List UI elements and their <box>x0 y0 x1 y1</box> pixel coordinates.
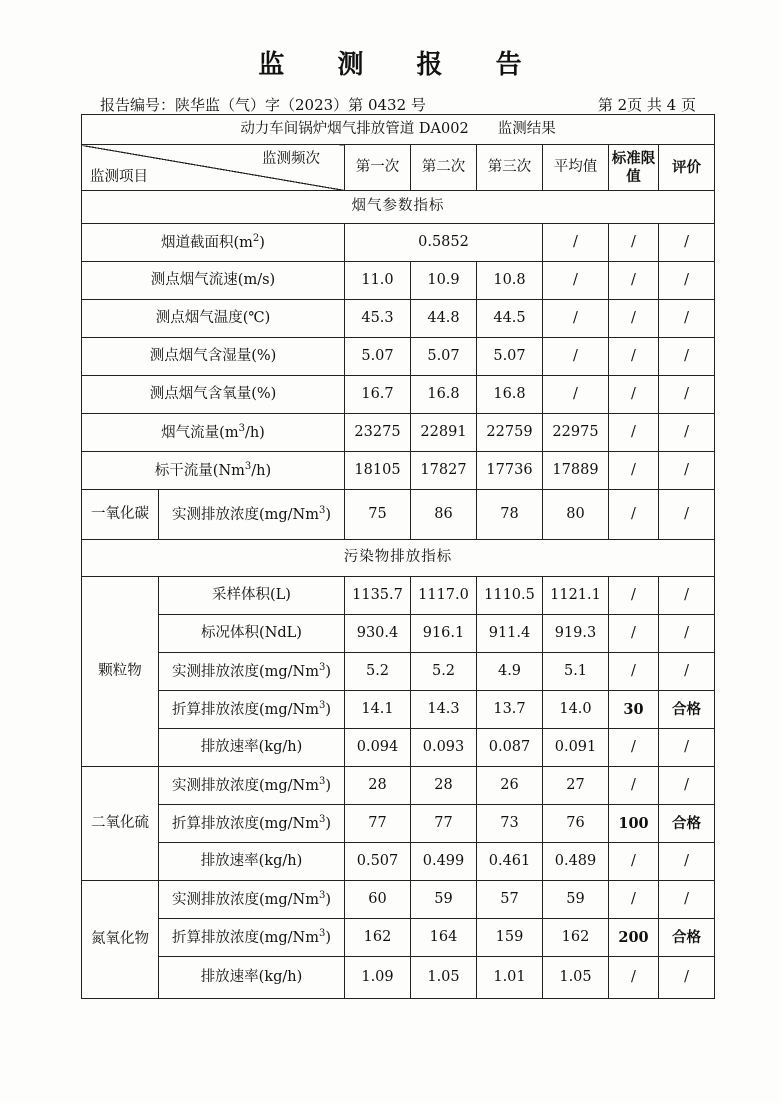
cell-avg: / <box>543 224 609 262</box>
header-item: 监测项目 <box>90 168 148 185</box>
table-row <box>82 414 715 452</box>
cell-v1: 18105 <box>345 452 411 490</box>
cell-std: / <box>609 300 659 338</box>
row-label: 测点烟气温度(℃) <box>82 300 345 338</box>
cell-avg: 22975 <box>543 414 609 452</box>
cell-avg: 76 <box>543 805 609 843</box>
cell-std: / <box>609 376 659 414</box>
table-row <box>82 843 715 881</box>
header-diagonal-cell <box>82 145 345 191</box>
cell-avg: 1.05 <box>543 957 609 999</box>
row-label: 测点烟气含氧量(%) <box>82 376 345 414</box>
cell-v2: 22891 <box>411 414 477 452</box>
cell-v2: 0.499 <box>411 843 477 881</box>
cell-std: / <box>609 577 659 615</box>
row-label: 排放速率(kg/h) <box>159 729 345 767</box>
cell-v3: 10.8 <box>477 262 543 300</box>
table-row <box>82 919 715 957</box>
section-pollutants: 污染物排放指标 <box>82 540 715 577</box>
cell-v1: 14.1 <box>345 691 411 729</box>
report-meta <box>100 94 696 115</box>
cell-v2: 59 <box>411 881 477 919</box>
cell-v3: 16.8 <box>477 376 543 414</box>
cell-std: / <box>609 881 659 919</box>
cell-v2: 10.9 <box>411 262 477 300</box>
cell-v1: 1135.7 <box>345 577 411 615</box>
cell-v2: 16.8 <box>411 376 477 414</box>
table-row <box>82 729 715 767</box>
cell-v1: 16.7 <box>345 376 411 414</box>
cell-v1: 162 <box>345 919 411 957</box>
row-label: 排放速率(kg/h) <box>159 843 345 881</box>
cell-v2: 5.07 <box>411 338 477 376</box>
table-row <box>82 691 715 729</box>
results-table <box>81 114 715 999</box>
cell-std: / <box>609 843 659 881</box>
cell-v1: 0.094 <box>345 729 411 767</box>
cell-v2: 28 <box>411 767 477 805</box>
cell-avg: / <box>543 262 609 300</box>
cell-v1: 5.07 <box>345 338 411 376</box>
cell-v2: 916.1 <box>411 615 477 653</box>
cell-avg: 919.3 <box>543 615 609 653</box>
table-row <box>82 805 715 843</box>
cell-v2: 17827 <box>411 452 477 490</box>
cell-std: / <box>609 224 659 262</box>
cell-v1: 23275 <box>345 414 411 452</box>
table-row <box>82 262 715 300</box>
cell-std: / <box>609 414 659 452</box>
cell-v3: 4.9 <box>477 653 543 691</box>
row-label: 折算排放浓度(mg/Nm$^3$) <box>159 805 345 843</box>
cell-eval: / <box>659 767 715 805</box>
cell-v3: 5.07 <box>477 338 543 376</box>
cell-avg: 59 <box>543 881 609 919</box>
cell-std: 30 <box>609 691 659 729</box>
row-label: 烟道截面积$(m^2)$ <box>82 224 345 262</box>
table-row <box>82 490 715 540</box>
cell-v2: 77 <box>411 805 477 843</box>
cell-eval: / <box>659 843 715 881</box>
cell-avg: 0.091 <box>543 729 609 767</box>
header-first: 第一次 <box>345 145 411 191</box>
cell-std: / <box>609 338 659 376</box>
row-label: 烟气流量$(m^3/h)$ <box>82 414 345 452</box>
cell-value: 0.5852 <box>345 224 543 262</box>
row-label: 测点烟气含湿量(%) <box>82 338 345 376</box>
cell-std: / <box>609 957 659 999</box>
row-label: 实测排放浓度(mg/Nm$^3$) <box>159 881 345 919</box>
cell-avg: / <box>543 300 609 338</box>
table-row <box>82 376 715 414</box>
row-label: 采样体积(L) <box>159 577 345 615</box>
row-label: 实测排放浓度(mg/Nm$^3$) <box>159 653 345 691</box>
header-third: 第三次 <box>477 145 543 191</box>
cell-avg: 80 <box>543 490 609 540</box>
row-label: 排放速率(kg/h) <box>159 957 345 999</box>
cell-avg: 5.1 <box>543 653 609 691</box>
header-standard: 标准限值 <box>609 145 659 191</box>
group-label-so2: 二氧化硫 <box>82 767 159 881</box>
cell-std: / <box>609 729 659 767</box>
cell-std: / <box>609 490 659 540</box>
cell-v2: 14.3 <box>411 691 477 729</box>
cell-v3: 159 <box>477 919 543 957</box>
cell-eval: / <box>659 452 715 490</box>
cell-v1: 0.507 <box>345 843 411 881</box>
cell-avg: 1121.1 <box>543 577 609 615</box>
cell-v3: 73 <box>477 805 543 843</box>
row-label: 实测排放浓度(mg/Nm$^3$) <box>159 767 345 805</box>
cell-avg: / <box>543 376 609 414</box>
cell-eval: 合格 <box>659 919 715 957</box>
cell-v3: 17736 <box>477 452 543 490</box>
cell-eval: / <box>659 300 715 338</box>
table-row <box>82 338 715 376</box>
cell-avg: 27 <box>543 767 609 805</box>
group-label-particulate: 颗粒物 <box>82 577 159 767</box>
cell-eval: 合格 <box>659 691 715 729</box>
cell-eval: 合格 <box>659 805 715 843</box>
table-row <box>82 300 715 338</box>
cell-v3: 13.7 <box>477 691 543 729</box>
cell-eval: / <box>659 224 715 262</box>
cell-v1: 75 <box>345 490 411 540</box>
cell-eval: / <box>659 338 715 376</box>
cell-v2: 86 <box>411 490 477 540</box>
header-frequency: 监测频次 <box>262 151 320 167</box>
cell-v1: 5.2 <box>345 653 411 691</box>
cell-v2: 164 <box>411 919 477 957</box>
cell-std: / <box>609 262 659 300</box>
cell-std: / <box>609 767 659 805</box>
table-row <box>82 957 715 999</box>
cell-v3: 1.01 <box>477 957 543 999</box>
cell-eval: / <box>659 729 715 767</box>
cell-v2: 5.2 <box>411 653 477 691</box>
row-label: 标况体积(NdL) <box>159 615 345 653</box>
cell-std: 200 <box>609 919 659 957</box>
table-row <box>82 653 715 691</box>
table-row <box>82 577 715 615</box>
row-label: 折算排放浓度(mg/Nm$^3$) <box>159 919 345 957</box>
cell-std: / <box>609 452 659 490</box>
table-row <box>82 767 715 805</box>
cell-avg: 17889 <box>543 452 609 490</box>
cell-avg: 162 <box>543 919 609 957</box>
report-title: 监 测 报 告 <box>258 50 544 80</box>
table-row <box>82 881 715 919</box>
report-number: 报告编号：陕华监（气）字（2023）第 0432 号 <box>100 96 426 114</box>
cell-v3: 911.4 <box>477 615 543 653</box>
cell-std: / <box>609 615 659 653</box>
cell-eval: / <box>659 957 715 999</box>
cell-std: 100 <box>609 805 659 843</box>
cell-v1: 11.0 <box>345 262 411 300</box>
cell-v3: 1110.5 <box>477 577 543 615</box>
header-second: 第二次 <box>411 145 477 191</box>
group-label-co: 一氧化碳 <box>82 490 159 540</box>
cell-v3: 57 <box>477 881 543 919</box>
cell-v1: 45.3 <box>345 300 411 338</box>
row-label: 标干流量(Nm$^3$/h) <box>82 452 345 490</box>
cell-v1: 77 <box>345 805 411 843</box>
cell-v2: 0.093 <box>411 729 477 767</box>
cell-avg: 0.489 <box>543 843 609 881</box>
cell-eval: / <box>659 262 715 300</box>
cell-v3: 0.087 <box>477 729 543 767</box>
cell-v2: 1117.0 <box>411 577 477 615</box>
header-average: 平均值 <box>543 145 609 191</box>
row-label: 折算排放浓度(mg/Nm$^3$) <box>159 691 345 729</box>
cell-eval: / <box>659 490 715 540</box>
cell-v1: 28 <box>345 767 411 805</box>
table-row <box>82 615 715 653</box>
cell-v3: 78 <box>477 490 543 540</box>
cell-v3: 44.5 <box>477 300 543 338</box>
cell-eval: / <box>659 653 715 691</box>
header-evaluation: 评价 <box>659 145 715 191</box>
cell-v1: 1.09 <box>345 957 411 999</box>
cell-v2: 1.05 <box>411 957 477 999</box>
cell-eval: / <box>659 577 715 615</box>
cell-avg: 14.0 <box>543 691 609 729</box>
cell-std: / <box>609 653 659 691</box>
group-label-nox: 氮氧化物 <box>82 881 159 999</box>
cell-eval: / <box>659 615 715 653</box>
page-info: 第 2页 共 4 页 <box>597 96 696 114</box>
cell-avg: / <box>543 338 609 376</box>
cell-v3: 26 <box>477 767 543 805</box>
cell-v1: 930.4 <box>345 615 411 653</box>
cell-v3: 0.461 <box>477 843 543 881</box>
cell-v3: 22759 <box>477 414 543 452</box>
row-label: 实测排放浓度(mg/Nm$^3$) <box>159 490 345 540</box>
row-label: 测点烟气流速(m/s) <box>82 262 345 300</box>
table-caption: 动力车间锅炉烟气排放管道 DA002 监测结果 <box>82 115 715 145</box>
table-row <box>82 224 715 262</box>
section-flue-params: 烟气参数指标 <box>82 191 715 224</box>
cell-eval: / <box>659 414 715 452</box>
cell-v2: 44.8 <box>411 300 477 338</box>
cell-eval: / <box>659 881 715 919</box>
table-row <box>82 452 715 490</box>
cell-v1: 60 <box>345 881 411 919</box>
cell-eval: / <box>659 376 715 414</box>
